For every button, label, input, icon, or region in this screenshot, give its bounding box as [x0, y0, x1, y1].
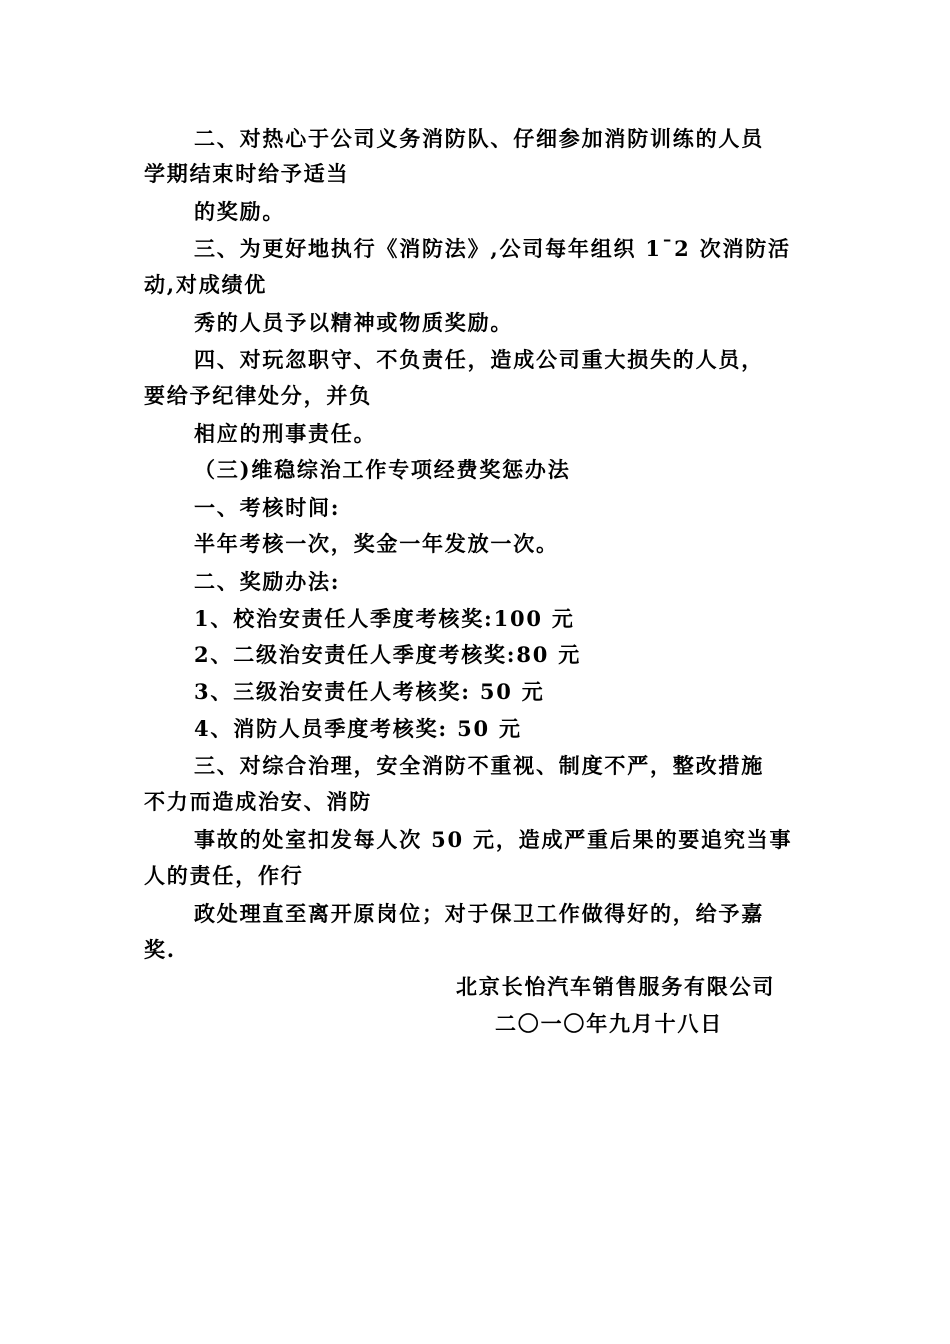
- paragraph-line: 四、对玩忽职守、不负责任，造成公司重大损失的人员，: [194, 347, 764, 372]
- paragraph-line: 二、奖励办法:: [194, 569, 341, 594]
- list-item: 1、校治安责任人季度考核奖:100 元: [194, 606, 575, 631]
- signature-company: 北京长怡汽车销售服务有限公司: [456, 974, 776, 999]
- paragraph-line: 事故的处室扣发每人次 50 元，造成严重后果的要追究当事: [194, 827, 793, 852]
- paragraph-line: 秀的人员予以精神或物质奖励。: [194, 310, 514, 335]
- paragraph-line: 不力而造成治安、消防: [144, 789, 372, 814]
- paragraph-line: 二、对热心于公司义务消防队、仔细参加消防训练的人员: [194, 126, 764, 151]
- paragraph-line: 半年考核一次，奖金一年发放一次。: [194, 531, 559, 556]
- paragraph-line: 要给予纪律处分，并负: [144, 383, 372, 408]
- list-item: 3、三级治安责任人考核奖: 50 元: [194, 679, 545, 704]
- paragraph-line: 三、为更好地执行《消防法》,公司每年组织 1¯2 次消防活: [194, 236, 791, 261]
- paragraph-line: 动,对成绩优: [144, 272, 268, 297]
- paragraph-line: 政处理直至离开原岗位；对于保卫工作做得好的，给予嘉: [194, 901, 764, 926]
- paragraph-line: 一、考核时间:: [194, 495, 341, 520]
- signature-date: 二〇一〇年九月十八日: [495, 1011, 723, 1036]
- paragraph-line: 人的责任，作行: [144, 863, 304, 888]
- paragraph-line: 的奖励。: [194, 199, 286, 224]
- paragraph-line: 奖.: [144, 937, 176, 962]
- paragraph-line: 三、对综合治理，安全消防不重视、制度不严，整改措施: [194, 753, 764, 778]
- paragraph-line: 学期结束时给予适当: [144, 161, 350, 186]
- list-item: 2、二级治安责任人季度考核奖:80 元: [194, 642, 582, 667]
- section-heading: （三)维稳综治工作专项经费奖惩办法: [194, 457, 571, 482]
- paragraph-line: 相应的刑事责任。: [194, 421, 377, 446]
- list-item: 4、消防人员季度考核奖: 50 元: [194, 716, 522, 741]
